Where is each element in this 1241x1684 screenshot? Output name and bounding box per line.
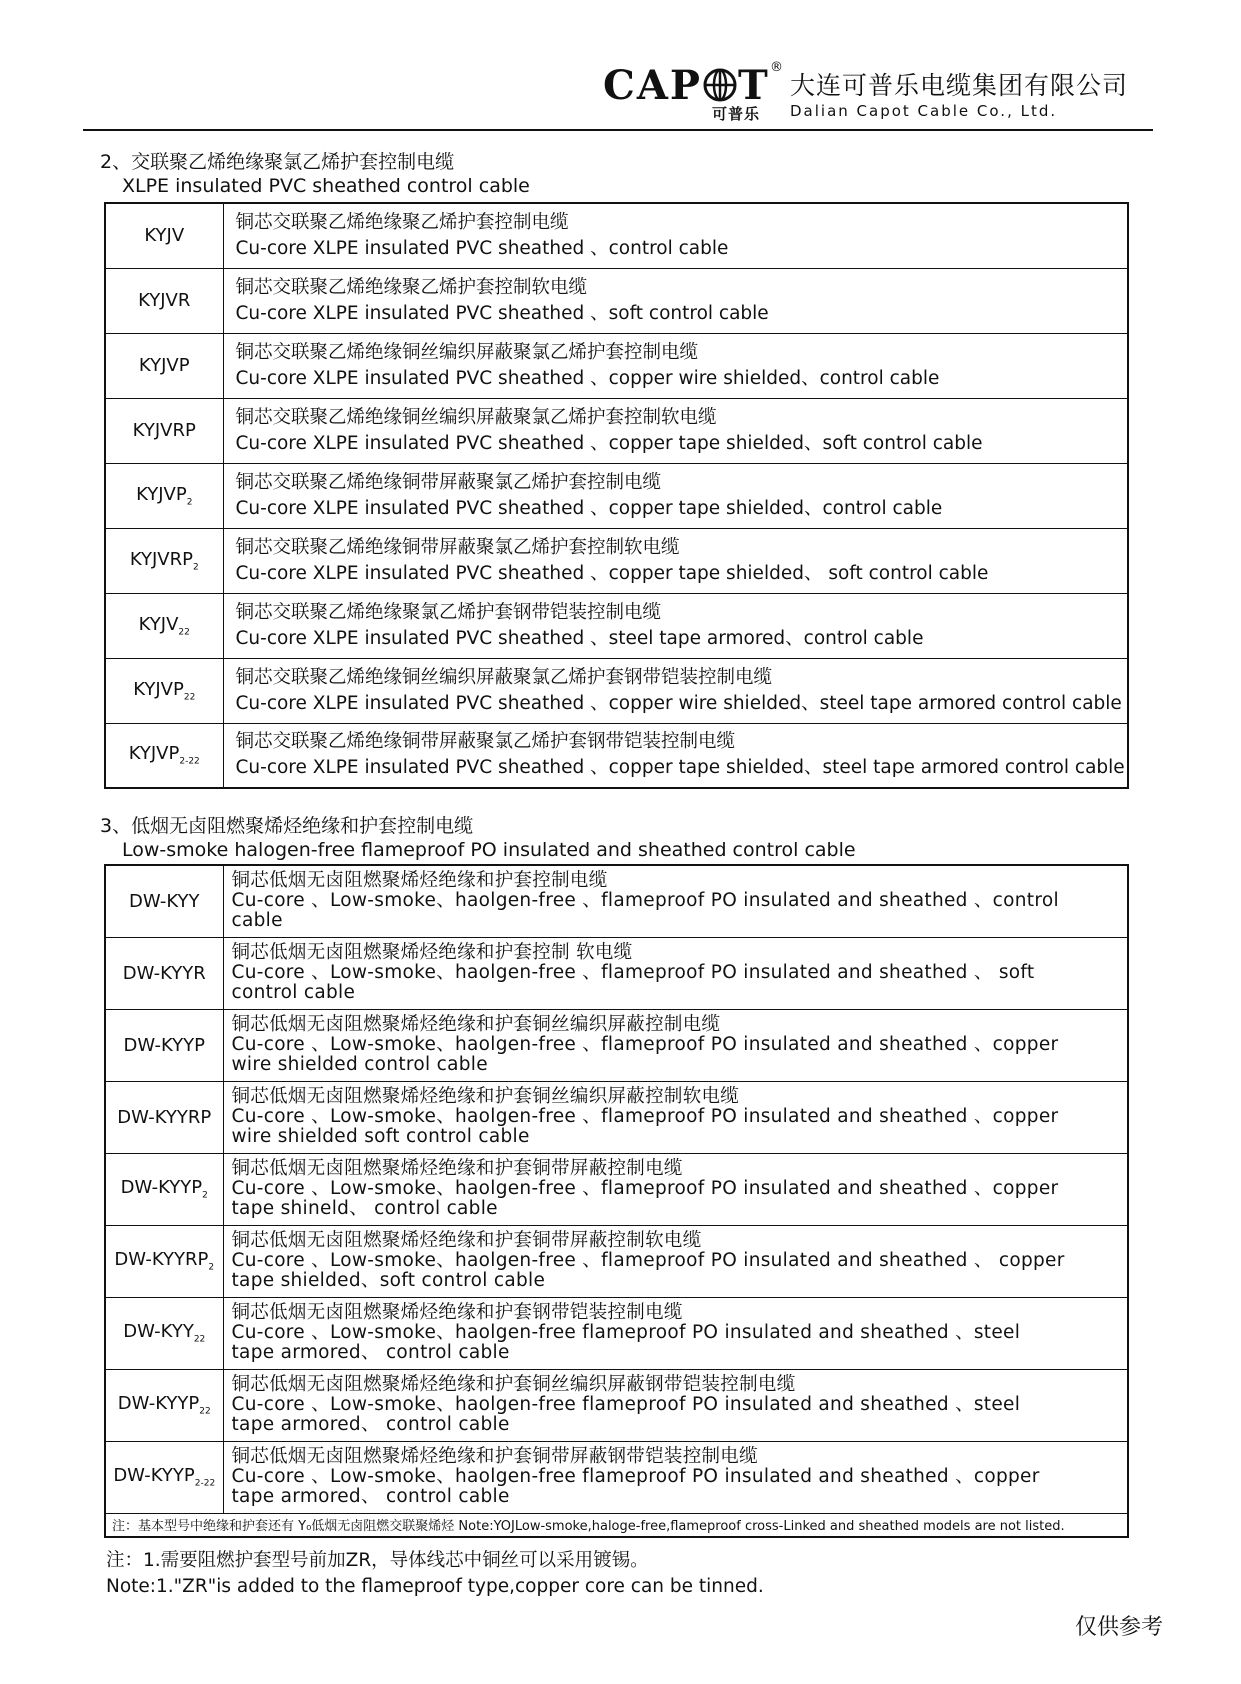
description-en-line2: tape shineld、 control cable — [231, 1198, 498, 1219]
model-code-sub: 2-22 — [179, 757, 200, 768]
page-header — [0, 0, 1241, 135]
logo-subtitle: 可普乐 — [712, 105, 761, 123]
section3-title-cn: 3、低烟无卤阻燃聚烯烃绝缘和护套控制电缆 — [100, 815, 474, 837]
table-row — [105, 723, 1128, 788]
model-code-sub: 2 — [186, 497, 193, 508]
model-code-text: KYJVP — [133, 678, 184, 700]
model-code-text: KYJV — [144, 225, 185, 247]
description-cn: 铜芯交联聚乙烯绝缘铜丝编织屏蔽聚氯乙烯护套钢带铠装控制电缆 — [235, 666, 773, 688]
description-en-line2: tape armored、 control cable — [231, 1342, 510, 1363]
description-en: Cu-core XLPE insulated PVC sheathed 、copper wire shielded、control cable — [235, 367, 940, 389]
model-code-text: KYJVR — [138, 290, 191, 311]
model-code — [105, 463, 223, 528]
model-code-text: KYJVP — [138, 355, 190, 376]
section3-title — [100, 814, 856, 862]
model-code-sub: 22 — [199, 1406, 211, 1417]
description-en: Cu-core XLPE insulated PVC sheathed 、copper tape shielded、soft control cable — [235, 432, 983, 454]
description-cn: 铜芯低烟无卤阻燃聚烯烃绝缘和护套铜带屏蔽控制电缆 — [231, 1158, 683, 1179]
model-code — [105, 528, 223, 593]
table-row — [105, 865, 1128, 937]
model-description — [223, 1225, 1128, 1297]
description-en-line2: wire shielded control cable — [231, 1054, 488, 1075]
capot-logo — [603, 62, 770, 109]
company-name-en: Dalian Capot Cable Co., Ltd. — [790, 102, 1058, 120]
model-code — [105, 1153, 223, 1225]
model-code-text: DW-KYYR — [122, 962, 206, 984]
model-description — [223, 593, 1128, 658]
description-en-line2: control cable — [231, 982, 356, 1003]
description-en: Cu-core XLPE insulated PVC sheathed 、copper tape shielded、steel tape armored control cable — [235, 757, 1125, 779]
table-row — [105, 1081, 1128, 1153]
table-note-row — [105, 1513, 1128, 1537]
model-code — [105, 398, 223, 463]
description-cn: 铜芯交联聚乙烯绝缘聚乙烯护套控制软电缆 — [235, 276, 588, 298]
description-en-line2: tape armored、 control cable — [231, 1486, 510, 1507]
table-row — [105, 1369, 1128, 1441]
registered-mark: ® — [770, 60, 783, 75]
model-code-sub: 2 — [208, 1262, 215, 1273]
model-code — [105, 333, 223, 398]
model-code — [105, 1081, 223, 1153]
model-description — [223, 1009, 1128, 1081]
table-row — [105, 203, 1128, 268]
table-row — [105, 1441, 1128, 1513]
section2-title-cn: 2、交联聚乙烯绝缘聚氯乙烯护套控制电缆 — [100, 151, 455, 173]
description-cn: 铜芯交联聚乙烯绝缘聚乙烯护套控制电缆 — [235, 211, 569, 233]
model-code-text: DW-KYYP — [123, 1034, 205, 1056]
model-description — [223, 937, 1128, 1009]
model-description — [223, 1081, 1128, 1153]
description-en-line2: tape armored、 control cable — [231, 1414, 510, 1435]
description-en-line1: Cu-core 、Low-smoke、haolgen-free 、flameproof PO insulated and sheathed 、copper — [231, 1178, 1059, 1199]
section3-table — [104, 864, 1129, 1538]
model-description — [223, 658, 1128, 723]
globe-icon — [702, 67, 738, 103]
section2-title-en: XLPE insulated PVC sheathed control cable — [122, 175, 530, 197]
company-name-cn: 大连可普乐电缆集团有限公司 — [790, 71, 1129, 100]
footnote-cn: 注：1.需要阻燃护套型号前加ZR，导体线芯中铜丝可以采用镀锡。 — [106, 1550, 649, 1571]
model-code — [105, 1297, 223, 1369]
description-en-line2: cable — [231, 910, 283, 932]
description-en-line1: Cu-core 、Low-smoke、haolgen-free flameproof PO insulated and sheathed 、steel — [231, 1394, 1021, 1415]
model-code-text: KYJVRP — [129, 548, 193, 570]
model-code — [105, 865, 223, 937]
reference-only-label: 仅供参考 — [1075, 1615, 1164, 1640]
footnote-en: Note:1."ZR"is added to the flameproof type,copper core can be tinned. — [106, 1576, 764, 1597]
description-cn: 铜芯交联聚乙烯绝缘铜丝编织屏蔽聚氯乙烯护套控制软电缆 — [235, 406, 717, 428]
table-row — [105, 593, 1128, 658]
section3-title-en: Low-smoke halogen-free flameproof PO insulated and sheathed control cable — [122, 839, 856, 861]
model-code-text: KYJVP — [128, 743, 180, 765]
description-en-line1: Cu-core 、Low-smoke、haolgen-free 、flameproof PO insulated and sheathed 、 soft — [231, 962, 1035, 983]
section2-title — [100, 150, 530, 198]
table-row — [105, 937, 1128, 1009]
model-code-sub: 22 — [183, 692, 196, 703]
model-code-text: DW-KYYP — [117, 1393, 200, 1415]
model-code-text: KYJVRP — [132, 420, 196, 441]
model-code — [105, 723, 223, 788]
description-cn: 铜芯低烟无卤阻燃聚烯烃绝缘和护套铜丝编织屏蔽控制软电缆 — [231, 1086, 740, 1107]
model-code — [105, 658, 223, 723]
model-code — [105, 593, 223, 658]
description-cn: 铜芯交联聚乙烯绝缘铜丝编织屏蔽聚氯乙烯护套控制电缆 — [235, 341, 699, 363]
model-description — [223, 1369, 1128, 1441]
table-row — [105, 463, 1128, 528]
description-cn: 铜芯低烟无卤阻燃聚烯烃绝缘和护套钢带铠装控制电缆 — [231, 1302, 683, 1323]
model-code-text: DW-KYY — [123, 1321, 194, 1343]
model-code-sub: 2 — [192, 562, 199, 573]
logo-text: CAP — [603, 62, 702, 109]
model-code-text: DW-KYYRP — [114, 1249, 209, 1271]
model-code-sub: 22 — [178, 627, 190, 638]
model-code — [105, 1369, 223, 1441]
description-en: Cu-core XLPE insulated PVC sheathed 、copper tape shielded、control cable — [235, 497, 943, 519]
description-en: Cu-core XLPE insulated PVC sheathed 、control cable — [235, 237, 729, 259]
description-cn: 铜芯低烟无卤阻燃聚烯烃绝缘和护套铜带屏蔽钢带铠装控制电缆 — [231, 1446, 758, 1467]
description-en-line1: Cu-core 、Low-smoke、haolgen-free flameproof PO insulated and sheathed 、steel — [231, 1322, 1021, 1343]
model-description — [223, 333, 1128, 398]
table-row — [105, 528, 1128, 593]
model-code-text: DW-KYY — [128, 890, 200, 912]
model-code — [105, 1009, 223, 1081]
description-cn: 铜芯低烟无卤阻燃聚烯烃绝缘和护套控制 软电缆 — [231, 942, 633, 963]
model-code-sub: 2 — [202, 1190, 208, 1201]
table-row — [105, 333, 1128, 398]
description-en: Cu-core XLPE insulated PVC sheathed 、soft control cable — [235, 302, 769, 324]
model-code — [105, 203, 223, 268]
model-description — [223, 1153, 1128, 1225]
model-description — [223, 723, 1128, 788]
model-code-text: DW-KYYP — [120, 1177, 203, 1199]
description-en-line1: Cu-core 、Low-smoke、haolgen-free 、flameproof PO insulated and sheathed 、control — [231, 890, 1059, 912]
table-row — [105, 1009, 1128, 1081]
model-code-sub: 22 — [193, 1334, 206, 1345]
table-row — [105, 398, 1128, 463]
description-cn: 铜芯低烟无卤阻燃聚烯烃绝缘和护套铜丝编织屏蔽控制电缆 — [231, 1014, 721, 1035]
table-row — [105, 268, 1128, 333]
model-code-sub: 2-22 — [194, 1478, 216, 1489]
description-cn: 铜芯交联聚乙烯绝缘铜带屏蔽聚氯乙烯护套控制软电缆 — [235, 536, 680, 558]
description-en-line2: wire shielded soft control cable — [231, 1126, 530, 1147]
table-row — [105, 1297, 1128, 1369]
description-en-line1: Cu-core 、Low-smoke、haolgen-free flameproof PO insulated and sheathed 、copper — [231, 1466, 1040, 1487]
model-code-text: DW-KYYP — [113, 1465, 195, 1487]
table-row — [105, 1225, 1128, 1297]
model-description — [223, 463, 1128, 528]
logo-text-end: T — [737, 62, 770, 109]
model-code — [105, 268, 223, 333]
model-description — [223, 1297, 1128, 1369]
description-cn: 铜芯低烟无卤阻燃聚烯烃绝缘和护套铜带屏蔽控制软电缆 — [231, 1230, 702, 1251]
footnote — [106, 1548, 764, 1600]
model-code — [105, 1441, 223, 1513]
model-description — [223, 865, 1128, 937]
description-cn: 铜芯低烟无卤阻燃聚烯烃绝缘和护套控制电缆 — [231, 870, 608, 892]
model-code-text: DW-KYYRP — [117, 1106, 212, 1128]
description-cn: 铜芯交联聚乙烯绝缘铜带屏蔽聚氯乙烯护套钢带铠装控制电缆 — [235, 731, 736, 753]
model-description — [223, 398, 1128, 463]
description-en: Cu-core XLPE insulated PVC sheathed 、copper tape shielded、 soft control cable — [235, 562, 989, 584]
model-description — [223, 1441, 1128, 1513]
description-cn: 铜芯交联聚乙烯绝缘聚氯乙烯护套钢带铠装控制电缆 — [235, 601, 662, 623]
section2-table — [104, 202, 1129, 789]
description-en-line1: Cu-core 、Low-smoke、haolgen-free 、flameproof PO insulated and sheathed 、copper — [231, 1034, 1059, 1055]
table-note: 注：基本型号中绝缘和护套还有 Y₀低烟无卤阻燃交联聚烯烃 Note:YOJLow-smoke,haloge-free,flameproof cross-Linked and sheathed models are not listed. — [105, 1513, 1128, 1537]
model-description — [223, 203, 1128, 268]
header-divider — [83, 129, 1153, 131]
description-en: Cu-core XLPE insulated PVC sheathed 、copper wire shielded、steel tape armored control cable — [235, 692, 1122, 714]
model-code-text: KYJV — [138, 613, 179, 635]
table-row — [105, 1153, 1128, 1225]
description-en: Cu-core XLPE insulated PVC sheathed 、steel tape armored、control cable — [235, 627, 924, 649]
description-en-line1: Cu-core 、Low-smoke、haolgen-free 、flameproof PO insulated and sheathed 、 copper — [231, 1250, 1065, 1271]
description-cn: 铜芯低烟无卤阻燃聚烯烃绝缘和护套铜丝编织屏蔽钢带铠装控制电缆 — [231, 1374, 796, 1395]
description-en-line1: Cu-core 、Low-smoke、haolgen-free 、flameproof PO insulated and sheathed 、copper — [231, 1106, 1059, 1127]
model-description — [223, 268, 1128, 333]
table-row — [105, 658, 1128, 723]
model-description — [223, 528, 1128, 593]
model-code — [105, 937, 223, 1009]
description-cn: 铜芯交联聚乙烯绝缘铜带屏蔽聚氯乙烯护套控制电缆 — [235, 471, 662, 493]
description-en-line2: tape shielded、soft control cable — [231, 1270, 546, 1291]
model-code — [105, 1225, 223, 1297]
model-code-text: KYJVP — [136, 483, 187, 505]
